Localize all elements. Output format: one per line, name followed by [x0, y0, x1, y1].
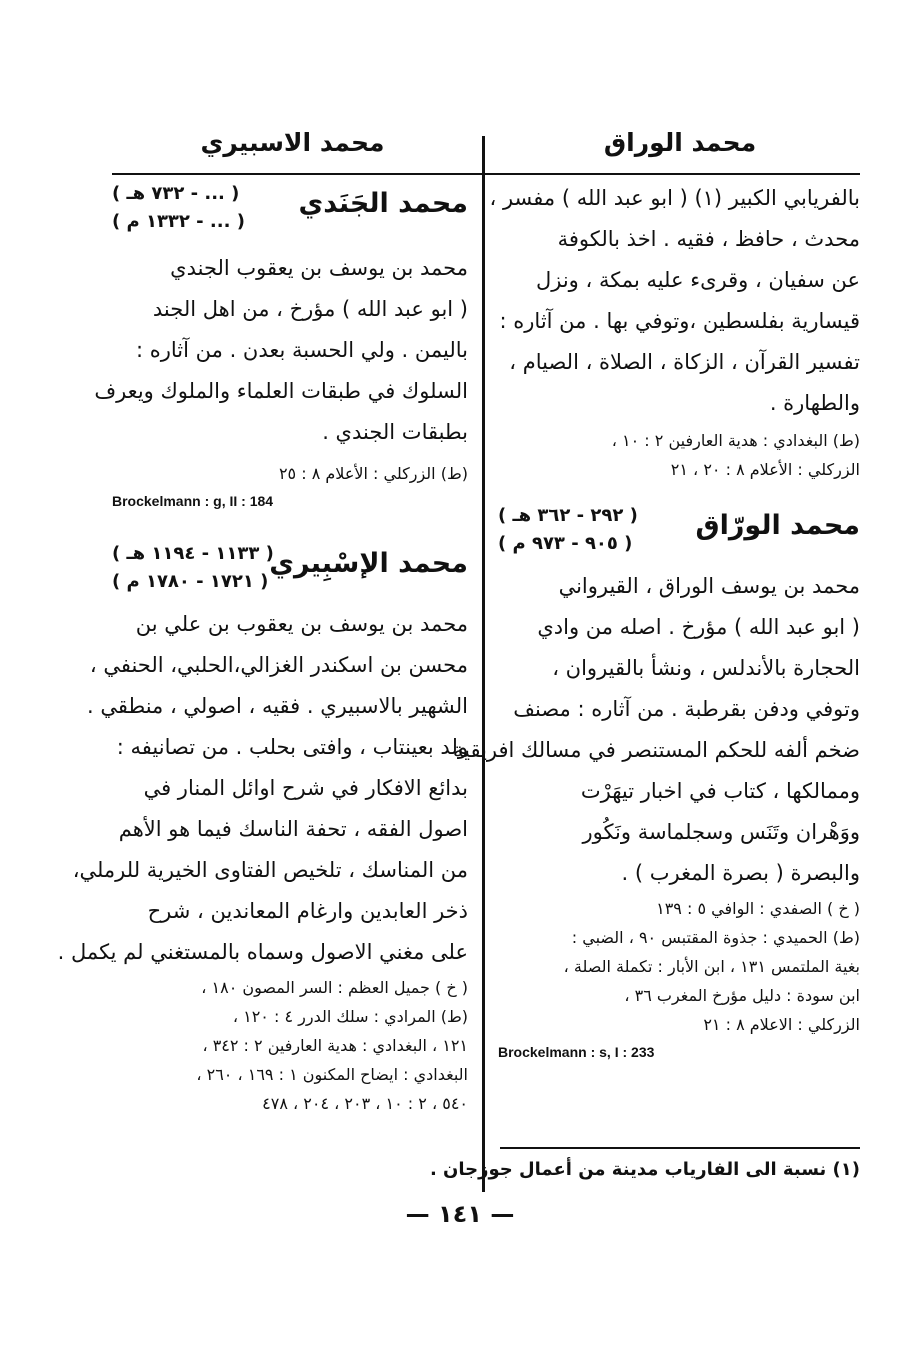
entry-title: محمد الورّاق [695, 510, 860, 541]
reference-line: الزركلي : الأعلام ٨ : ٢٠ ، ٢١ [670, 460, 860, 479]
text-line: قيسارية بفلسطين ،وتوفي بها . من آثاره : [499, 309, 860, 333]
running-head-left: محمد الاسبيري [200, 128, 385, 157]
text-line: ضخم ألفه للحكم المستنصر في مسالك افريقية [452, 738, 860, 762]
entry-body [57, 604, 468, 973]
text-line: محمد بن يوسف بن يعقوب بن علي بن [135, 612, 468, 636]
entry-references [498, 894, 860, 1065]
reference-line: (ط) الزركلي : الأعلام ٨ : ٢٥ [278, 464, 468, 483]
reference-line: (ط) البغدادي : هدية العارفين ٢ : ١٠ ، [611, 431, 860, 450]
reference-line: ٥٤٠ ، ٢ : ١٠ ، ٢٠٣ ، ٢٠٤ ، ٤٧٨ [262, 1094, 468, 1113]
text-line: ووَهْران وتَنَس وسجلماسة ونَكُور [582, 820, 860, 844]
text-line: تفسير القرآن ، الزكاة ، الصلاة ، الصيام ، [509, 350, 860, 374]
reference-line: (ط) الحميدي : جذوة المقتبس ٩٠ ، الضبي : [571, 928, 860, 947]
intro-paragraph [489, 178, 860, 424]
text-line: ( ابو عبد الله ) مؤرخ . اصله من وادي [537, 615, 860, 639]
text-line: بدائع الافكار في شرح اوائل المنار في [143, 776, 468, 800]
text-line: اصول الفقه ، تحفة الناسك فيما هو الأهم [118, 817, 468, 841]
text-line: والبصرة ( بصرة المغرب ) . [621, 861, 860, 885]
text-line: السلوك في طبقات العلماء والملوك ويعرف [94, 379, 468, 403]
dates-ad: ( ٩٠٥ - ٩٧٣ م ) [498, 533, 633, 554]
text-line: ( ابو عبد الله ) مؤرخ ، من اهل الجند [152, 297, 468, 321]
dates-hijri: ( ١١٣٣ - ١١٩٤ هـ ) [112, 543, 274, 564]
text-line: باليمن . ولي الحسبة بعدن . من آثاره : [136, 338, 468, 362]
column-divider [482, 140, 485, 1192]
reference-line: ١٢١ ، البغدادي : هدية العارفين ٢ : ٣٤٢ ، [202, 1036, 468, 1055]
text-line: ولد بعينتاب ، وافتى بحلب . من تصانيفه : [116, 735, 468, 759]
text-line: والطهارة . [769, 391, 860, 415]
dates-ad: ( ... - ١٣٣٢ م ) [112, 211, 245, 232]
left-column [57, 178, 468, 1118]
entry-references [112, 459, 468, 514]
entry-dates [112, 180, 245, 236]
footnote: (١) نسبة الى الفارياب مدينة من أعمال جوزجان . [429, 1159, 860, 1180]
dates-hijri: ( ... - ٧٣٢ هـ ) [112, 183, 240, 204]
reference-line: ( خ ) جميل العظم : السر المصون ١٨٠ ، [201, 978, 468, 997]
reference-line: ( خ ) الصفدي : الوافي ٥ : ١٣٩ [656, 899, 860, 918]
reference-line: بغية الملتمس ١٣١ ، ابن الأبار : تكملة الصلة ، [563, 957, 860, 976]
text-line: بالفريابي الكبير (١) ( ابو عبد الله ) مفسر ، [489, 186, 860, 210]
reference-line: (ط) المرادي : سلك الدرر ٤ : ١٢٠ ، [232, 1007, 468, 1026]
intro-references [498, 426, 860, 484]
text-line: عن سفيان ، وقرىء عليه بمكة ، ونزل [535, 268, 860, 292]
text-line: الشهير بالاسبيري . فقيه ، اصولي ، منطقي . [86, 694, 468, 718]
text-line: محمد بن يوسف بن يعقوب الجندي [170, 256, 468, 280]
reference-line: البغدادي : ايضاح المكنون ١ : ١٦٩ ، ٢٦٠ ، [196, 1065, 468, 1084]
text-line: على مغني الاصول وسماه بالمستغني لم يكمل . [57, 940, 468, 964]
text-line: وتوفي ودفن بقرطبة . من آثاره : مصنف [513, 697, 860, 721]
entry-title: محمد الإسْبِيري [269, 548, 468, 579]
entry-header [112, 538, 468, 616]
latin-reference: Brockelmann : s, I : 233 [498, 1044, 655, 1060]
text-line: من المناسك ، تلخيص الفتاوى الخيرية للرملي، [72, 858, 468, 882]
header-rule [112, 173, 860, 175]
page-number: — ١٤١ — [405, 1200, 515, 1228]
latin-reference: Brockelmann : g, II : 184 [112, 493, 274, 509]
entry-body [452, 566, 860, 894]
text-line: وممالكها ، كتاب في اخبار تيهَرْت [580, 779, 860, 803]
running-head-right: محمد الوراق [603, 128, 757, 157]
text-line: بطبقات الجندي . [322, 420, 468, 444]
reference-line: الزركلي : الاعلام ٨ : ٢١ [703, 1015, 860, 1034]
entry-header [498, 500, 860, 578]
text-line: محدث ، حافظ ، فقيه . اخذ بالكوفة [557, 227, 860, 251]
right-column [452, 178, 860, 1065]
text-line: محسن بن اسكندر الغزالي،الحلبي، الحنفي ، [89, 653, 468, 677]
entry-dates [112, 540, 274, 596]
footnote-rule [500, 1147, 860, 1149]
reference-line: ابن سودة : دليل مؤرخ المغرب ٣٦ ، [624, 986, 860, 1005]
entry-title: محمد الجَنَدي [298, 188, 468, 219]
dates-hijri: ( ٢٩٢ - ٣٦٢ هـ ) [498, 505, 638, 526]
text-line: ذخر العابدين وارغام المعاندين ، شرح [147, 899, 468, 923]
entry-dates [498, 502, 638, 558]
text-line: الحجارة بالأندلس ، ونشأ بالقيروان ، [552, 656, 860, 680]
entry-header [112, 178, 468, 256]
text-line: محمد بن يوسف الوراق ، القيرواني [558, 574, 860, 598]
dates-ad: ( ١٧٢١ - ١٧٨٠ م ) [112, 571, 269, 592]
entry-body [94, 248, 468, 453]
entry-references [112, 973, 468, 1118]
